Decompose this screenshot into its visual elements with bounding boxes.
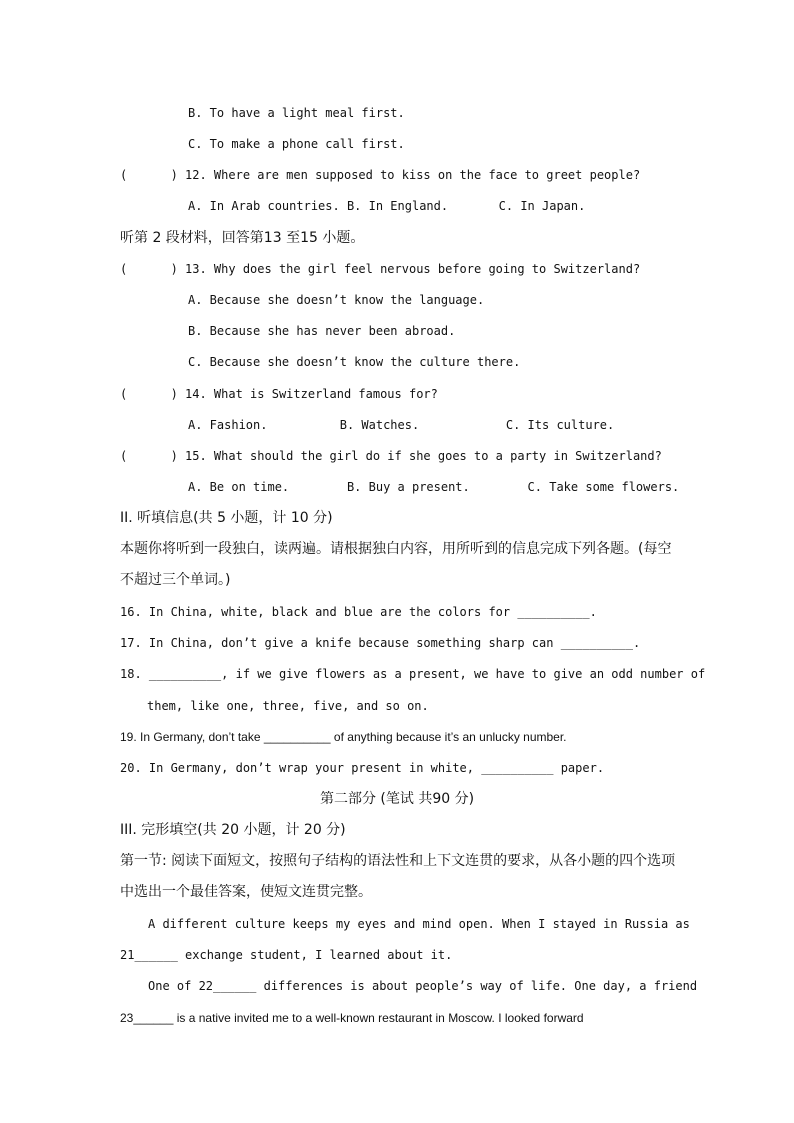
part-2-instructions-line-2: 不超过三个单词。) — [120, 572, 231, 588]
question-13-option-b: B. Because she has never been abroad. — [188, 324, 456, 338]
question-20: 20. In Germany, don’t wrap your present in white, __________ paper. — [120, 761, 605, 775]
question-11-option-b: B. To have a light meal first. — [188, 106, 405, 120]
question-17: 17. In China, don’t give a knife because something sharp can __________. — [120, 636, 641, 650]
question-18-continued: them, like one, three, five, and so on. — [147, 699, 429, 713]
question-13-option-c: C. Because she doesn’t know the culture there. — [188, 355, 521, 369]
part-3-instructions-line-1: 第一节: 阅读下面短文，按照句子结构的语法性和上下文连贯的要求，从各小题的四个选项 — [120, 853, 676, 869]
question-12: ( ) 12. Where are men supposed to kiss on the face to greet people? — [120, 168, 641, 182]
passage-line-4: 23______ is a native invited me to a well-known restaurant in Moscow. I looked forward — [120, 1011, 584, 1025]
question-14-options: A. Fashion. B. Watches. C. Its culture. — [188, 418, 615, 432]
passage-line-1: A different culture keeps my eyes and mind open. When I stayed in Russia as — [148, 917, 690, 931]
question-19: 19. In Germany, don’t take __________ of anything because it’s an unlucky number. — [120, 730, 567, 744]
question-15: ( ) 15. What should the girl do if she goes to a party in Switzerland? — [120, 449, 662, 463]
question-14: ( ) 14. What is Switzerland famous for? — [120, 387, 438, 401]
part-2-heading: II. 听填信息(共 5 小题，计 10 分) — [120, 510, 333, 526]
part-two-title: 第二部分 (笔试 共90 分) — [319, 791, 475, 807]
part-3-heading: III. 完形填空(共 20 小题，计 20 分) — [120, 822, 346, 838]
section-2-intro: 听第 2 段材料，回答第13 至15 小题。 — [120, 230, 365, 246]
question-12-options: A. In Arab countries. B. In England. C. In Japan. — [188, 199, 586, 213]
passage-line-2: 21______ exchange student, I learned about it. — [120, 948, 453, 962]
part-2-instructions-line-1: 本题你将听到一段独白，读两遍。请根据独白内容，用所听到的信息完成下列各题。(每空 — [120, 541, 672, 557]
question-13-option-a: A. Because she doesn’t know the language. — [188, 293, 485, 307]
part-3-instructions-line-2: 中选出一个最佳答案，使短文连贯完整。 — [120, 884, 372, 900]
question-13: ( ) 13. Why does the girl feel nervous before going to Switzerland? — [120, 262, 641, 276]
question-16: 16. In China, white, black and blue are the colors for __________. — [120, 605, 597, 619]
question-15-options: A. Be on time. B. Buy a present. C. Take some flowers. — [188, 480, 680, 494]
question-11-option-c: C. To make a phone call first. — [188, 137, 405, 151]
question-18: 18. __________, if we give flowers as a present, we have to give an odd number of — [120, 667, 706, 681]
passage-line-3: One of 22______ differences is about people’s way of life. One day, a friend — [148, 979, 698, 993]
